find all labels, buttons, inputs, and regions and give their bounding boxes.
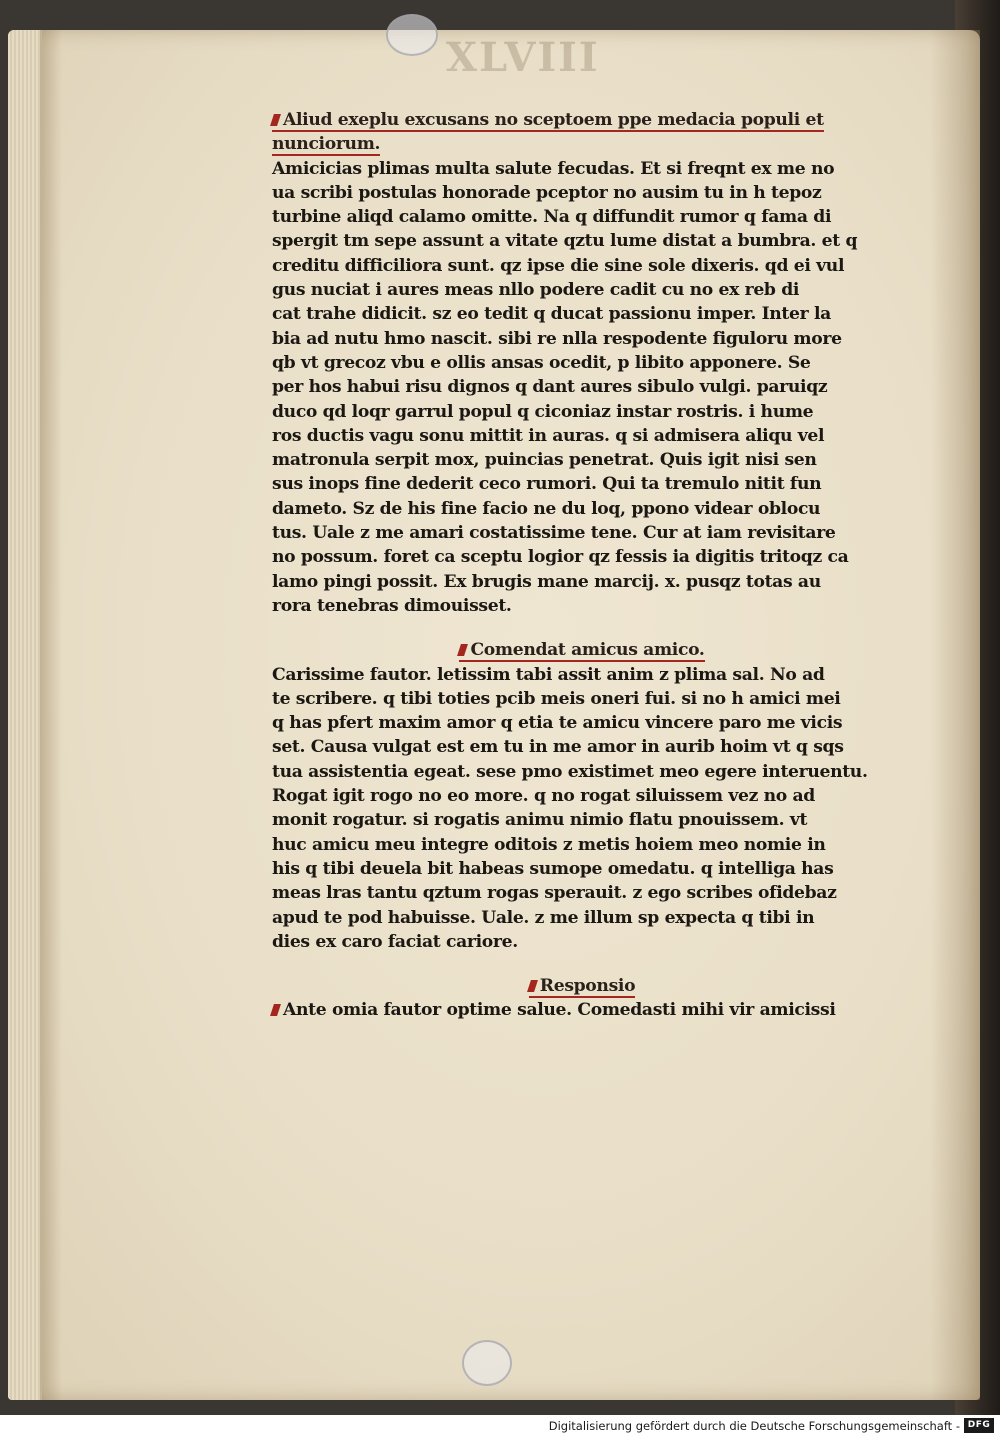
letter1-line: gus nuciat i aures meas nllo podere cadit cu no ex reb di (272, 280, 800, 301)
funding-credit: Digitalisierung gefördert durch die Deutsche Forschungsgemeinschaft - (548, 1419, 960, 1433)
letter3-heading-line (272, 974, 892, 998)
letter1-line: Amicicias plimas multa salute fecudas. Et si freqnt ex me no (272, 158, 835, 179)
letter1-heading-text-1: Aliud exeplu excusans no sceptoem ppe medacia populi et (272, 110, 824, 132)
page-stack-edges (8, 30, 42, 1400)
letter1-heading-line-1 (272, 108, 892, 132)
letter1-line: sus inops fine dederit ceco rumori. Qui ta tremulo nitit fun (272, 474, 822, 495)
letter1-line: qb vt grecoz vbu e ollis ansas ocedit, p libito apponere. Se (272, 352, 811, 373)
letter1-line: rora tenebras dimouisset. (272, 595, 512, 616)
letter1-line: tus. Uale z me amari costatissime tene. Cur at iam revisitare (272, 523, 836, 544)
folio-number: XLVIII (446, 34, 600, 81)
letter1-line: bia ad nutu hmo nascit. sibi re nlla respodente figuloru more (272, 328, 842, 349)
letter1-line: creditu difficiliora sunt. qz ipse die sine sole dixeris. qd ei vul (272, 255, 845, 276)
page-edge-shadow (930, 30, 980, 1400)
letter2-line: huc amicu meu integre oditois z metis hoiem meo nomie in (272, 834, 826, 855)
letter2-line: dies ex caro faciat cariore. (272, 931, 518, 952)
letter1-line: dameto. Sz de his fine facio ne du loq, ppono videar oblocu (272, 498, 821, 519)
footer-bar (0, 1415, 1000, 1438)
letter1-heading-line-2 (272, 132, 892, 156)
letter1-line: per hos habui risu dignos q dant aures sibulo vulgi. paruiqz (272, 377, 828, 398)
letter2-heading: Comendat amicus amico. (459, 640, 704, 662)
letter2-line: set. Causa vulgat est em tu in me amor in aurib hoim vt q sqs (272, 737, 844, 758)
spine-shadow (40, 30, 62, 1400)
section-gap (272, 954, 892, 974)
section-gap (272, 618, 892, 638)
letter2-line: monit rogatur. si rogatis animu nimio flatu pnouissem. vt (272, 810, 808, 831)
letter2-line: Carissime fautor. letissim tabi assit anim z plima sal. No ad (272, 664, 825, 685)
letter2-line: Rogat igit rogo no eo more. q no rogat siluissem vez no ad (272, 786, 815, 807)
letter3-line (272, 998, 892, 1022)
printed-text-block (272, 108, 892, 1023)
letter1-line: spergit tm sepe assunt a vitate qztu lume distat a bumbra. et q (272, 231, 858, 252)
letter1-line: duco qd loqr garrul popul q ciconiaz instar rostris. i hume (272, 401, 814, 422)
letter2-heading-line (272, 638, 892, 662)
letter2-line: q has pfert maxim amor q etia te amicu vincere paro me vicis (272, 713, 843, 734)
letter2-line: te scribere. q tibi toties pcib meis oneri fui. si no h amici mei (272, 688, 841, 709)
letter1-line: turbine aliqd calamo omitte. Na q diffundit rumor q fama di (272, 207, 832, 228)
letter1-heading-text-2: nunciorum. (272, 134, 381, 155)
letter1-line: matronula serpit mox, puincias penetrat. Quis igit nisi sen (272, 450, 817, 471)
bottom-page-clip (462, 1340, 512, 1386)
letter2-line: his q tibi deuela bit habeas sumope omedatu. q intelliga has (272, 858, 834, 879)
letter3-heading: Responsio (529, 976, 635, 998)
letter3-line-text: Ante omia fautor optime salue. Comedasti mihi vir amicissi (272, 1000, 836, 1020)
top-page-clip (386, 14, 438, 56)
letter1-line: no possum. foret ca sceptu logior qz fessis ia digitis tritoqz ca (272, 547, 849, 568)
letter1-line: cat trahe didicit. sz eo tedit q ducat passionu imper. Inter la (272, 304, 831, 325)
letter1-line: ros ductis vagu sonu mittit in auras. q si admisera aliqu vel (272, 425, 825, 446)
letter2-line: tua assistentia egeat. sese pmo existimet meo egere interuentu. (272, 761, 868, 782)
dfg-logo-icon: DFG (964, 1418, 994, 1433)
letter1-line: ua scribi postulas honorade pceptor no ausim tu in h tepoz (272, 182, 822, 203)
letter2-line: apud te pod habuisse. Uale. z me illum sp expecta q tibi in (272, 907, 815, 928)
letter2-line: meas lras tantu qztum rogas sperauit. z ego scribes ofidebaz (272, 883, 837, 904)
letter1-line: lamo pingi possit. Ex brugis mane marcij. x. pusqz totas au (272, 571, 821, 592)
